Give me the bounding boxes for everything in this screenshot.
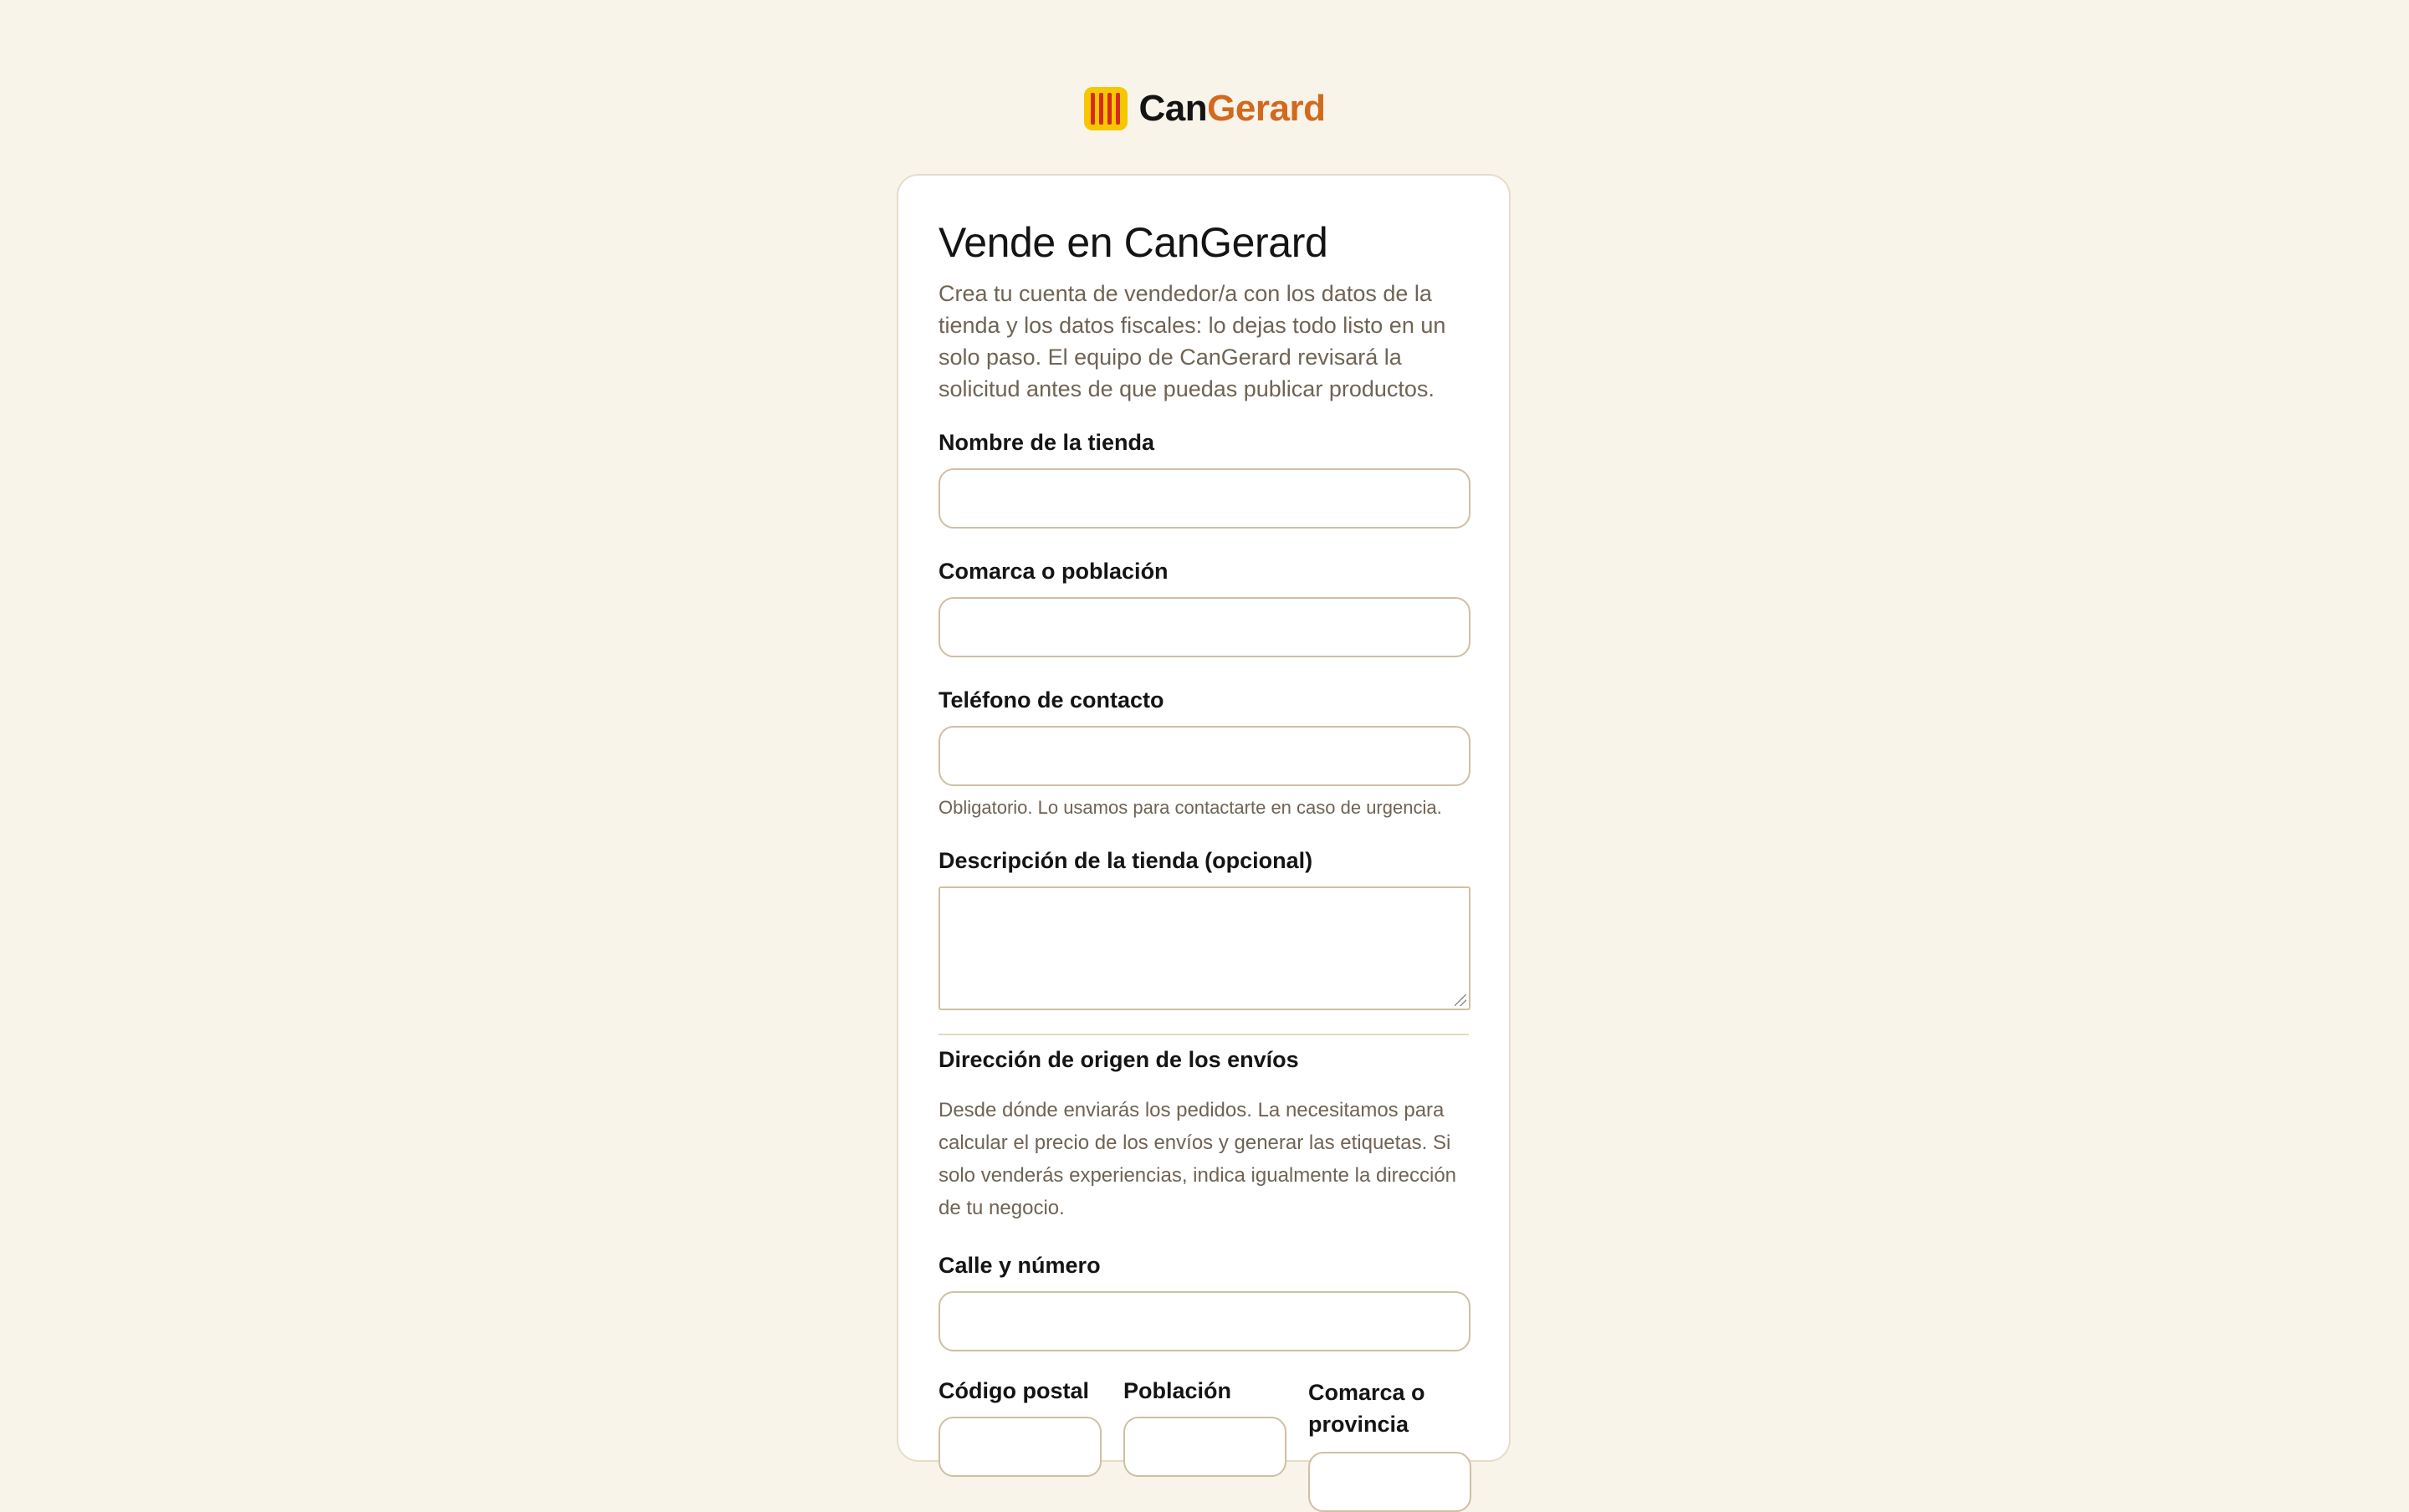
province-input[interactable] bbox=[1308, 1452, 1471, 1512]
brand-header bbox=[0, 87, 2409, 130]
brand-name bbox=[1139, 88, 1326, 130]
street-input[interactable] bbox=[939, 1291, 1470, 1351]
region-field bbox=[939, 557, 1469, 657]
description-field bbox=[939, 846, 1469, 1010]
street-label: Calle y número bbox=[939, 1253, 1101, 1278]
postal-code-label: Código postal bbox=[939, 1378, 1089, 1403]
phone-label: Teléfono de contacto bbox=[939, 687, 1164, 713]
store-name-input[interactable] bbox=[939, 468, 1470, 529]
town-field bbox=[1123, 1377, 1286, 1512]
store-name-field bbox=[939, 428, 1469, 529]
region-input[interactable] bbox=[939, 597, 1470, 657]
region-label: Comarca o población bbox=[939, 559, 1169, 584]
resize-grip-icon[interactable] bbox=[1455, 994, 1466, 1006]
catalan-flag-icon bbox=[1084, 87, 1128, 130]
phone-input[interactable] bbox=[939, 726, 1470, 786]
brand-name-part2: Gerard bbox=[1207, 88, 1326, 129]
seller-signup-card bbox=[897, 174, 1511, 1462]
province-field bbox=[1308, 1377, 1471, 1512]
description-textarea[interactable] bbox=[939, 886, 1470, 1010]
description-label: Descripción de la tienda (opcional) bbox=[939, 848, 1313, 873]
postal-code-input[interactable] bbox=[939, 1417, 1102, 1477]
address-row bbox=[939, 1377, 1469, 1512]
intro-text: Crea tu cuenta de vendedor/a con los datos de la tienda y los datos fiscales: lo dejas todo listo en un solo paso. El equipo de CanGerard revisará la solicitud antes de que puedas publicar productos. bbox=[939, 281, 1446, 401]
page-title: Vende en CanGerard bbox=[939, 219, 1328, 266]
store-name-label: Nombre de la tienda bbox=[939, 430, 1155, 455]
phone-field bbox=[939, 686, 1469, 821]
brand-name-part1: Can bbox=[1138, 88, 1208, 129]
town-input[interactable] bbox=[1123, 1417, 1286, 1477]
section-divider bbox=[939, 1034, 1469, 1035]
postal-code-field bbox=[939, 1377, 1102, 1512]
phone-help-text: Obligatorio. Lo usamos para contactarte en caso de urgencia. bbox=[939, 797, 1442, 818]
town-label: Población bbox=[1123, 1378, 1232, 1403]
street-field bbox=[939, 1251, 1469, 1351]
shipping-section-description: Desde dónde enviarás los pedidos. La necesitamos para calcular el precio de los envíos y generar las etiquetas. Si solo venderás experiencias, indica igualmente la dirección de tu negocio. bbox=[939, 1099, 1457, 1219]
province-label: Comarca o provincia bbox=[1308, 1380, 1425, 1437]
shipping-section-title: Dirección de origen de los envíos bbox=[939, 1047, 1299, 1072]
